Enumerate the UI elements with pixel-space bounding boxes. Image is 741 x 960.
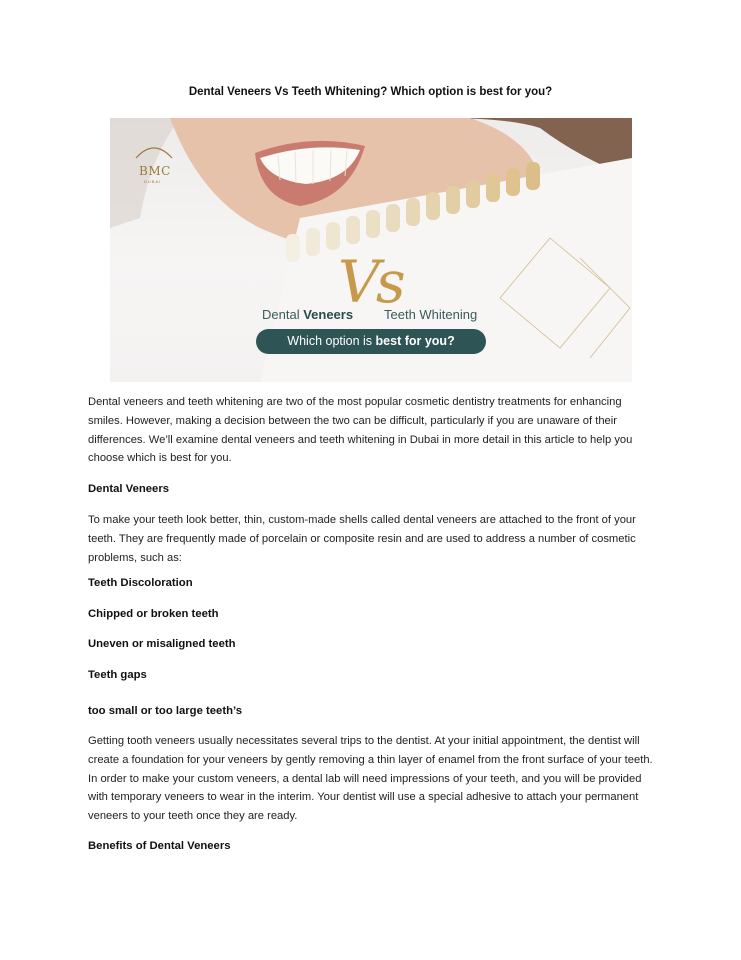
dental-veneers-paragraph: To make your teeth look better, thin, custom-made shells called dental veneers are attached to the front of your teeth. They are frequently made of porcelain or composite resin and are used to address a number of cosmetic problems, such as:	[88, 514, 636, 564]
list-item: Teeth gaps	[88, 669, 147, 681]
list-item: Chipped or broken teeth	[88, 608, 219, 620]
list-item: Teeth Discoloration	[88, 577, 193, 589]
page-title: Dental Veneers Vs Teeth Whitening? Which option is best for you?	[188, 86, 553, 98]
hero-heading-left-bold: Veneers	[303, 307, 354, 322]
hero-heading-left	[262, 307, 353, 322]
intro-paragraph: Dental veneers and teeth whitening are two of the most popular cosmetic dentistry treatments for enhancing smiles. However, making a decision between the two can be difficult, particularly if you are unaware of their differences. We’ll examine dental veneers and teeth whitening in Dubai in more detail in this article to help you choose which is best for you.	[88, 396, 633, 465]
dental-veneers-heading: Dental Veneers	[88, 483, 170, 495]
list-item: Uneven or misaligned teeth	[88, 638, 236, 650]
hero-pill-bold: best for you?	[375, 334, 455, 348]
benefits-heading: Benefits of Dental Veneers	[88, 840, 231, 852]
hero-pill	[256, 329, 486, 354]
vs-mark: Vs	[338, 248, 402, 316]
hero-heading-right: Teeth Whitening	[384, 307, 478, 322]
hero-image	[110, 118, 632, 382]
hero-heading-left-plain: Dental	[262, 307, 304, 322]
logo-text: BMC	[139, 164, 171, 178]
logo-subtext: DUBAI	[144, 179, 162, 184]
procedure-paragraph: Getting tooth veneers usually necessitates several trips to the dentist. At your initial appointment, the dentist will create a foundation for your veneers by gently removing a thin layer of enamel from the front surface of your teeth. In order to make your custom veneers, a dental lab will need impressions of your teeth, and you will be provided with temporary veneers to wear in the interim. Your dentist will use a special adhesive to attach your permanent veneers to your teeth once they are ready.	[88, 735, 653, 823]
list-item: too small or too large teeth’s	[88, 705, 242, 717]
hero-pill-plain: Which option is	[287, 334, 376, 348]
